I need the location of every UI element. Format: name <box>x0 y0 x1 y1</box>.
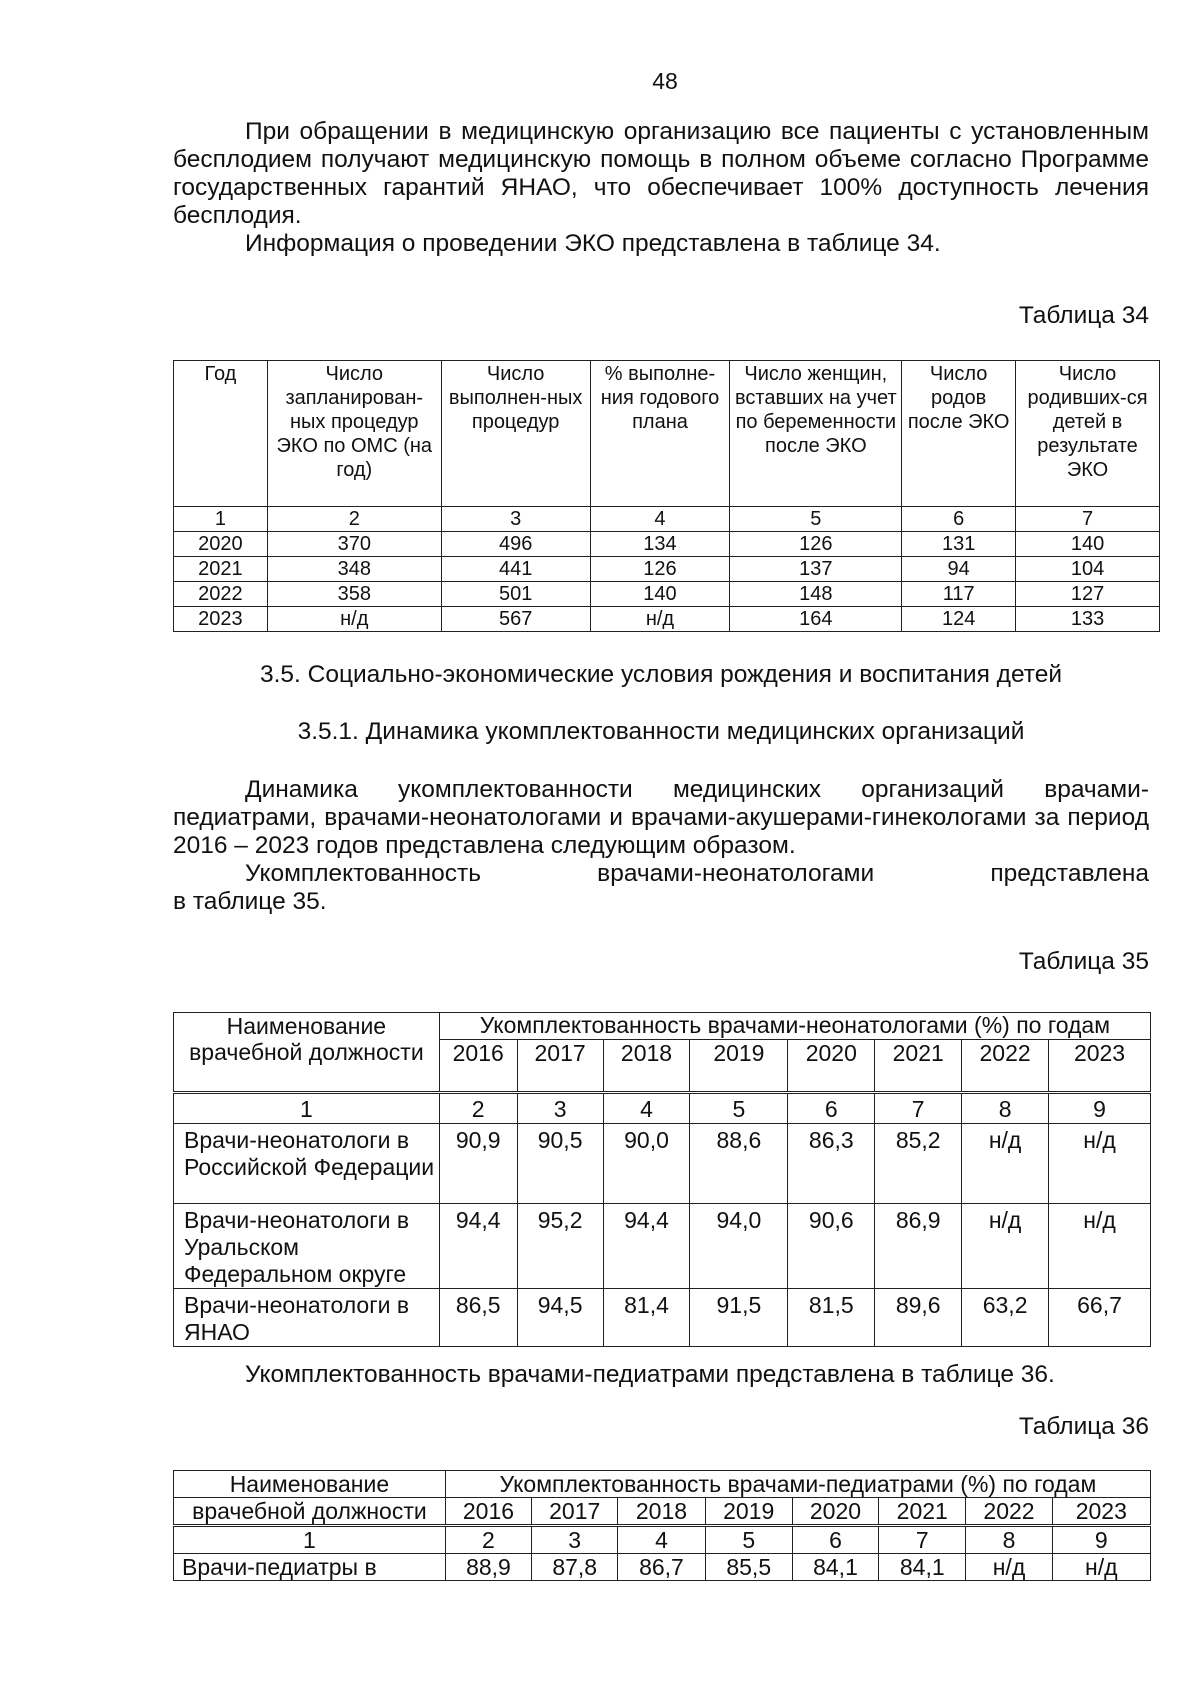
table-cell: н/д <box>267 607 441 632</box>
table-cell: 140 <box>590 582 730 607</box>
table-cell: 91,5 <box>690 1289 788 1347</box>
table-cell: 126 <box>590 557 730 582</box>
year-header: 2022 <box>966 1498 1052 1526</box>
table-cell: 88,6 <box>690 1124 788 1204</box>
table-cell: 148 <box>730 582 902 607</box>
table-34 <box>173 360 1160 632</box>
table-row <box>174 1289 1151 1347</box>
table-cell: 348 <box>267 557 441 582</box>
table-cell: 2 <box>439 1093 517 1124</box>
table-cell: 127 <box>1016 582 1160 607</box>
subsection-title: 3.5.1. Динамика укомплектованности медицинских организаций <box>297 718 1025 745</box>
table-cell: 87,8 <box>532 1554 618 1581</box>
table-cell: 501 <box>441 582 590 607</box>
row-name-cell: Врачи-педиатры в <box>174 1554 446 1581</box>
table-cell: 85,2 <box>875 1124 962 1204</box>
table-cell: 85,5 <box>705 1554 792 1581</box>
table-cell: 126 <box>730 532 902 557</box>
table-cell: 441 <box>441 557 590 582</box>
header-cell: Число запланирован-ных процедур ЭКО по ОМС (на год) <box>267 361 441 507</box>
table-cell: н/д <box>1049 1204 1151 1289</box>
table-cell: 2023 <box>174 607 268 632</box>
table-cell: 81,4 <box>603 1289 690 1347</box>
table-cell: 94,0 <box>690 1204 788 1289</box>
table-cell: 2022 <box>174 582 268 607</box>
intro-paragraph-2: Информация о проведении ЭКО представлена в таблице 34. <box>245 230 941 257</box>
table-cell: 370 <box>267 532 441 557</box>
table-cell: н/д <box>1049 1124 1151 1204</box>
table-row <box>174 607 1160 632</box>
table-36 <box>173 1470 1151 1581</box>
table-cell: 95,2 <box>517 1204 603 1289</box>
table-cell: 117 <box>902 582 1016 607</box>
table-cell: 2020 <box>174 532 268 557</box>
table-cell: 86,5 <box>439 1289 517 1347</box>
header-group-cell: Укомплектованность врачами-педиатрами (%) по годам <box>445 1471 1150 1498</box>
table-cell: 94,5 <box>517 1289 603 1347</box>
section-title: 3.5. Социально-экономические условия рождения и воспитания детей <box>259 661 1063 688</box>
year-header: 2023 <box>1049 1040 1151 1093</box>
table-cell: 1 <box>174 1093 440 1124</box>
table-cell: 137 <box>730 557 902 582</box>
table-cell: 94 <box>902 557 1016 582</box>
year-header: 2017 <box>532 1498 618 1526</box>
year-header: 2016 <box>439 1040 517 1093</box>
table-cell: 3 <box>532 1526 618 1554</box>
table-cell: 94,4 <box>603 1204 690 1289</box>
table-35 <box>173 1012 1151 1347</box>
table-cell: 90,9 <box>439 1124 517 1204</box>
table-cell: 90,0 <box>603 1124 690 1204</box>
table-cell: н/д <box>590 607 730 632</box>
table-cell: 4 <box>618 1526 705 1554</box>
header-cell: Число женщин, вставших на учет по беременности после ЭКО <box>730 361 902 507</box>
page-number: 48 <box>652 68 678 94</box>
table-34-caption: Таблица 34 <box>1018 302 1149 329</box>
table-cell: 104 <box>1016 557 1160 582</box>
table-cell: 131 <box>902 532 1016 557</box>
table-cell: 5 <box>730 507 902 532</box>
table-36-intro: Укомплектованность врачами-педиатрами представлена в таблице 36. <box>245 1361 1055 1388</box>
table-cell: н/д <box>1052 1554 1150 1581</box>
table-cell: 86,7 <box>618 1554 705 1581</box>
year-header: 2023 <box>1052 1498 1150 1526</box>
table-cell: 358 <box>267 582 441 607</box>
table-cell: н/д <box>962 1204 1049 1289</box>
table-cell: 63,2 <box>962 1289 1049 1347</box>
table-36-caption: Таблица 36 <box>1018 1413 1149 1440</box>
table-cell: 89,6 <box>875 1289 962 1347</box>
year-header: 2016 <box>445 1498 531 1526</box>
year-header: 2018 <box>603 1040 690 1093</box>
year-header: 2017 <box>517 1040 603 1093</box>
column-number-row <box>174 1526 1151 1554</box>
row-name-cell: Врачи-неонатологи в Уральском Федеральном округе <box>174 1204 440 1289</box>
year-header: 2021 <box>875 1040 962 1093</box>
table-row <box>174 1554 1151 1581</box>
row-name-cell: Врачи-неонатологи в Российской Федерации <box>174 1124 440 1204</box>
section-paragraph-2-cont: в таблице 35. <box>173 888 327 915</box>
header-name-cell: Наименование врачебной должности <box>174 1013 440 1093</box>
table-cell: 5 <box>705 1526 792 1554</box>
header-cell: Число родивших-ся детей в результате ЭКО <box>1016 361 1160 507</box>
table-row <box>174 1204 1151 1289</box>
table-row <box>174 532 1160 557</box>
table-cell: 164 <box>730 607 902 632</box>
header-cell: Число родов после ЭКО <box>902 361 1016 507</box>
table-cell: 8 <box>966 1526 1052 1554</box>
table-cell: 7 <box>879 1526 966 1554</box>
year-header: 2019 <box>690 1040 788 1093</box>
table-cell: 134 <box>590 532 730 557</box>
section-paragraph: Динамика укомплектованности медицинских организаций врачами-педиатрами, врачами-неонатологами и врачами-акушерами-гинекологами за период 2016 – 2023 годов представлена следующим образом. <box>173 776 1149 859</box>
year-header: 2019 <box>705 1498 792 1526</box>
row-name-cell: Врачи-неонатологи в ЯНАО <box>174 1289 440 1347</box>
table-row <box>174 582 1160 607</box>
year-header: 2018 <box>618 1498 705 1526</box>
table-row <box>174 557 1160 582</box>
header-cell: Число выполнен-ных процедур <box>441 361 590 507</box>
table-cell: 1 <box>174 507 268 532</box>
table-cell: 2 <box>445 1526 531 1554</box>
table-cell: 7 <box>1016 507 1160 532</box>
table-cell: 3 <box>441 507 590 532</box>
section-paragraph-2: Укомплектованность врачами-неонатологами представлена <box>245 860 1149 887</box>
table-cell: 140 <box>1016 532 1160 557</box>
year-header: 2021 <box>879 1498 966 1526</box>
header-name-cell: врачебной должности <box>174 1498 446 1526</box>
table-cell: 84,1 <box>792 1554 878 1581</box>
year-header: 2022 <box>962 1040 1049 1093</box>
table-cell: 9 <box>1049 1093 1151 1124</box>
header-cell: Год <box>174 361 268 507</box>
column-number-row <box>174 1093 1151 1124</box>
year-header: 2020 <box>792 1498 878 1526</box>
header-group-cell: Укомплектованность врачами-неонатологами (%) по годам <box>439 1013 1150 1040</box>
table-cell: 86,3 <box>788 1124 875 1204</box>
year-header: 2020 <box>788 1040 875 1093</box>
table-cell: 5 <box>690 1093 788 1124</box>
table-cell: н/д <box>962 1124 1049 1204</box>
table-cell: 6 <box>902 507 1016 532</box>
table-cell: 9 <box>1052 1526 1150 1554</box>
table-cell: 84,1 <box>879 1554 966 1581</box>
table-cell: 6 <box>792 1526 878 1554</box>
column-number-row <box>174 507 1160 532</box>
table-cell: 94,4 <box>439 1204 517 1289</box>
header-name-cell: Наименование <box>174 1471 446 1498</box>
table-cell: 4 <box>590 507 730 532</box>
table-35-caption: Таблица 35 <box>1018 948 1149 975</box>
table-cell: 7 <box>875 1093 962 1124</box>
table-cell: 2021 <box>174 557 268 582</box>
table-cell: н/д <box>966 1554 1052 1581</box>
table-cell: 8 <box>962 1093 1049 1124</box>
header-cell: % выполне-ния годового плана <box>590 361 730 507</box>
table-row <box>174 1124 1151 1204</box>
table-cell: 90,6 <box>788 1204 875 1289</box>
table-cell: 133 <box>1016 607 1160 632</box>
table-cell: 81,5 <box>788 1289 875 1347</box>
table-cell: 4 <box>603 1093 690 1124</box>
table-cell: 567 <box>441 607 590 632</box>
table-cell: 124 <box>902 607 1016 632</box>
table-cell: 86,9 <box>875 1204 962 1289</box>
table-cell: 2 <box>267 507 441 532</box>
table-cell: 88,9 <box>445 1554 531 1581</box>
table-cell: 6 <box>788 1093 875 1124</box>
table-cell: 496 <box>441 532 590 557</box>
table-cell: 1 <box>174 1526 446 1554</box>
table-cell: 3 <box>517 1093 603 1124</box>
intro-paragraph: При обращении в медицинскую организацию все пациенты с установленным бесплодием получают медицинскую помощь в полном объеме согласно Программе государственных гарантий ЯНАО, что обеспечивает 100% доступность лечения бесплодия. <box>173 118 1149 229</box>
table-cell: 90,5 <box>517 1124 603 1204</box>
table-cell: 66,7 <box>1049 1289 1151 1347</box>
